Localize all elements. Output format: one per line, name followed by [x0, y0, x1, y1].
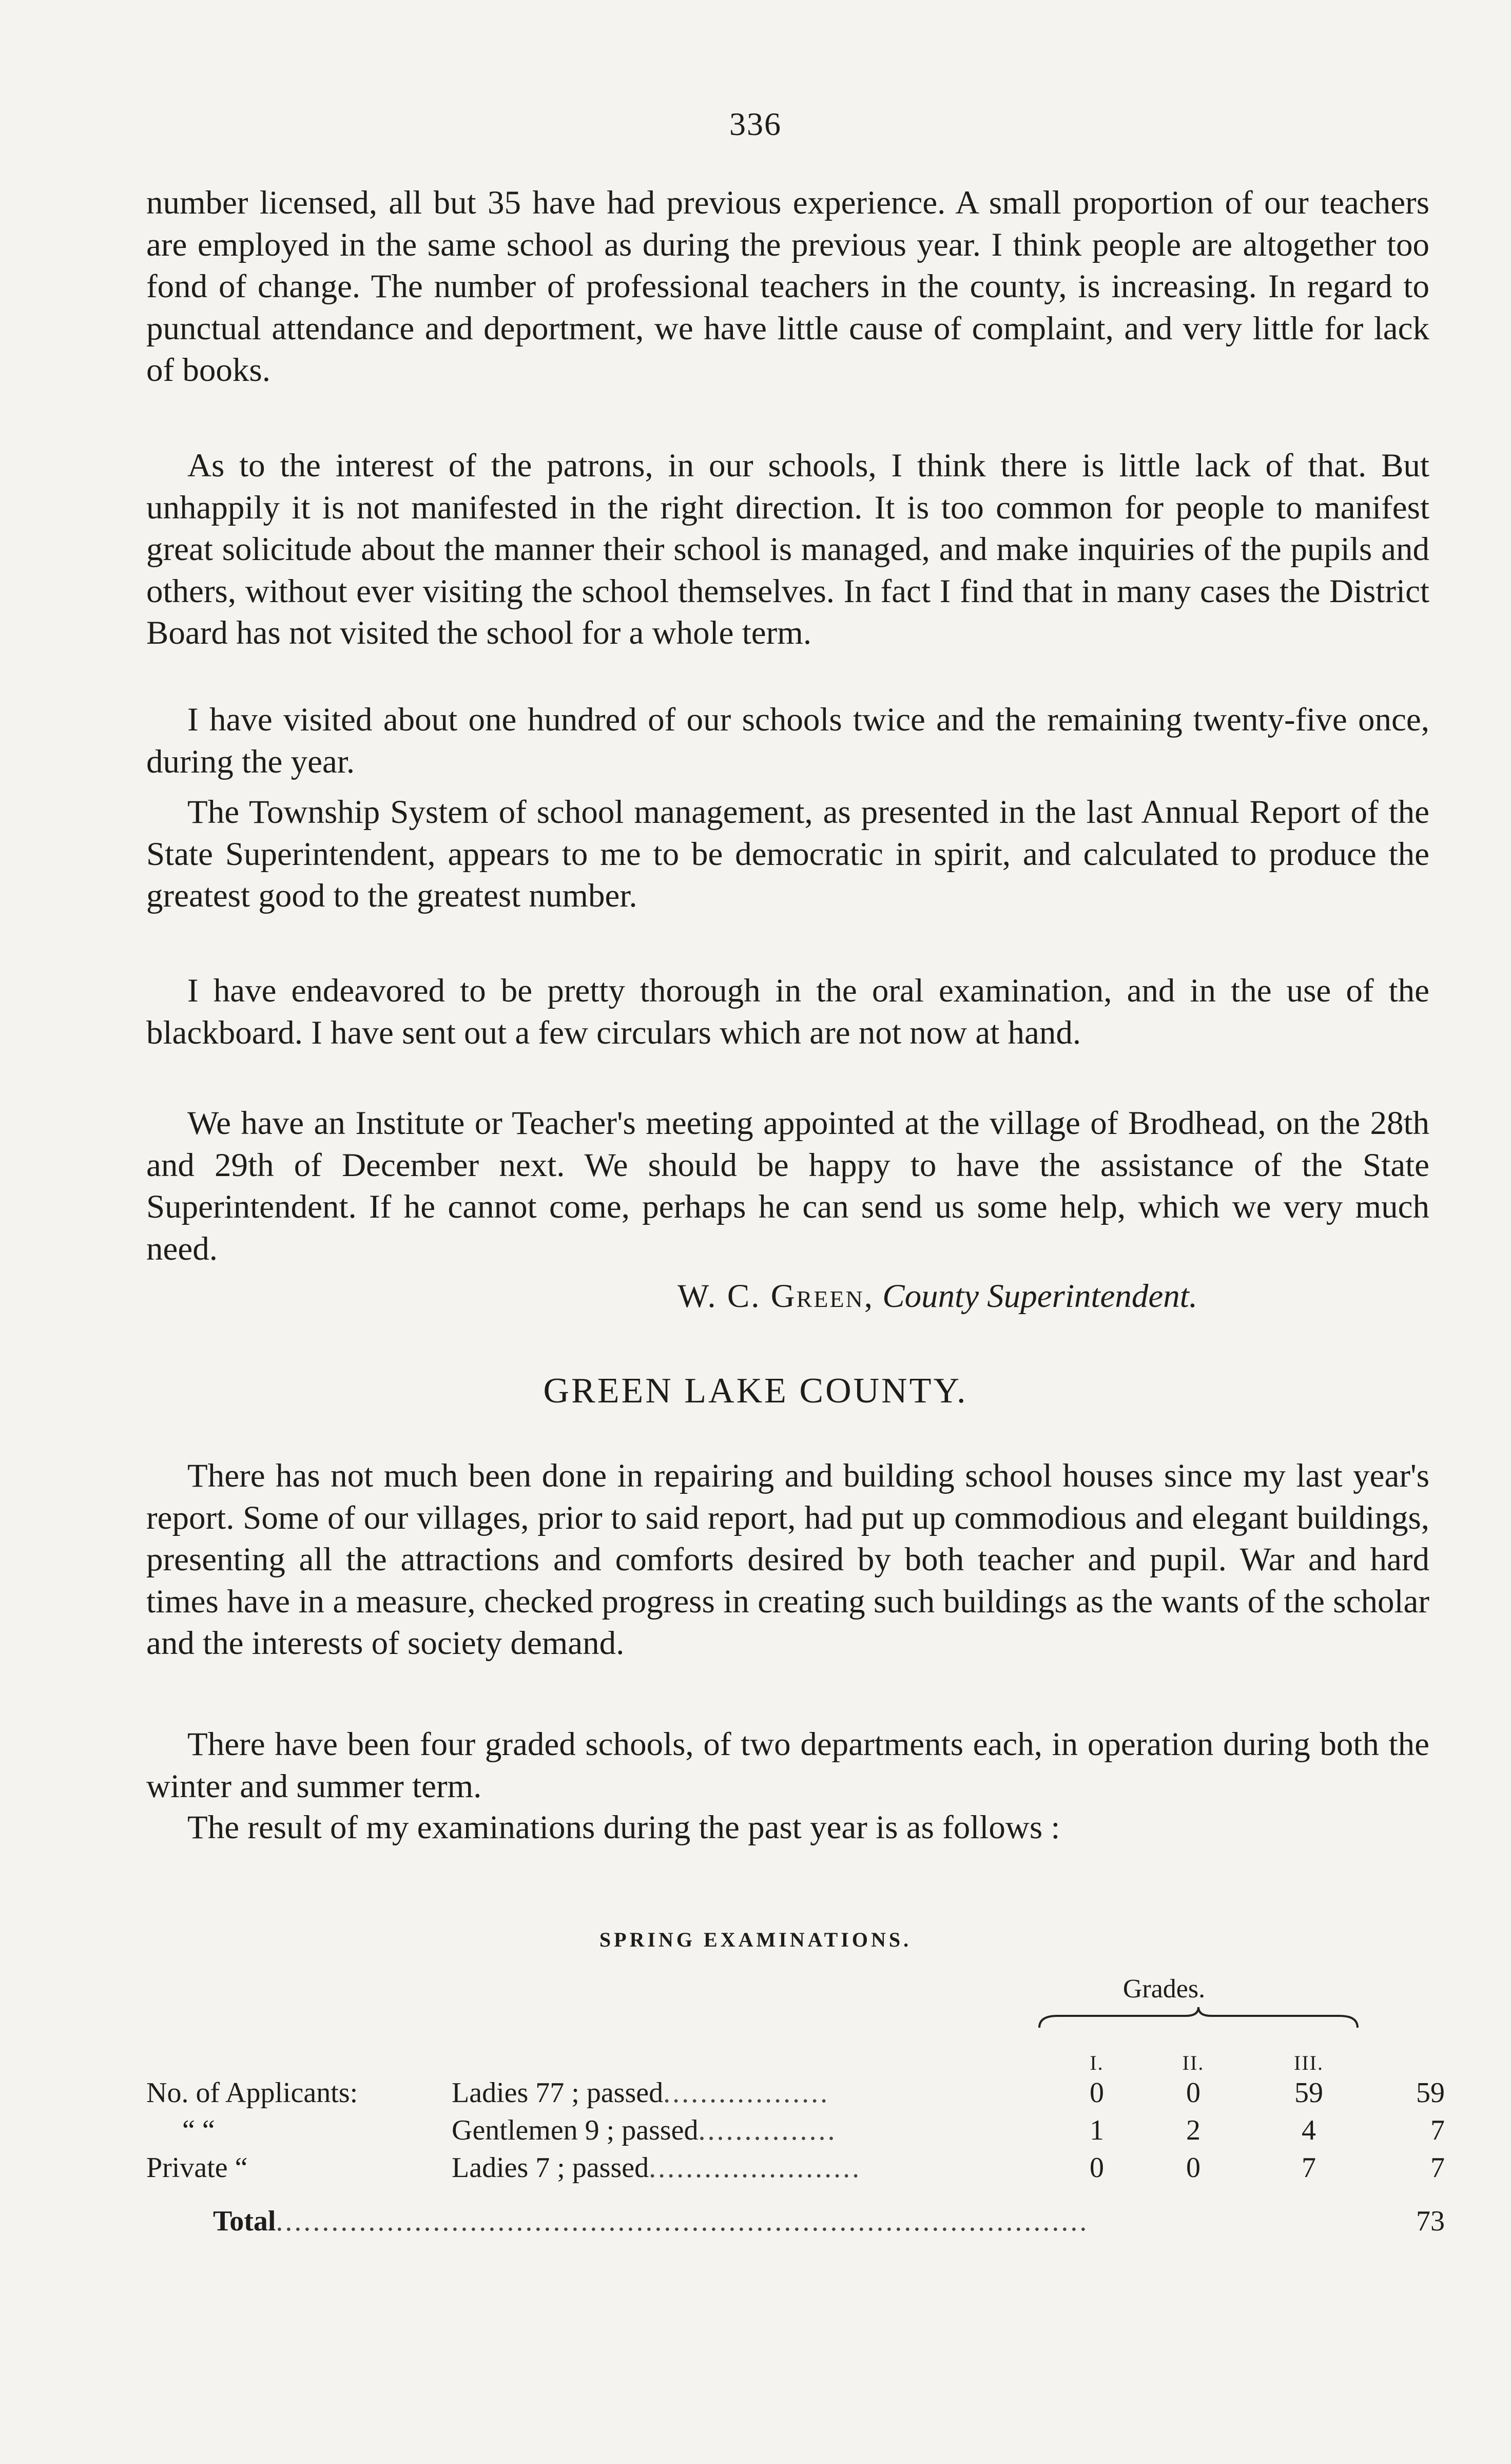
cell-grade-1: 1 — [1090, 2114, 1104, 2146]
cell-grade-2: 0 — [1186, 2077, 1200, 2109]
grades-brace — [1037, 2005, 1360, 2030]
top-paragraph-4 — [146, 792, 1429, 917]
row-label: No. of Applicants: — [146, 2077, 358, 2109]
dot-leader: .................. — [663, 2077, 830, 2109]
top-paragraph-2 — [146, 445, 1429, 654]
dot-leader: ............... — [698, 2114, 837, 2146]
paragraph: There has not much been done in repairing and building school houses since my last year's report. Some of our villages, prior to said report, had put up commodious and elegant buildings, presenting all the attractions and comforts desired by both teacher and pupil. War and hard times have in a measure, checked progress in creating such buildings as the wants of the scholar and the interests of society demand. — [146, 1457, 1429, 1662]
top-paragraph-3 — [146, 699, 1429, 783]
row-description — [452, 2114, 837, 2147]
signature-name: W. C. Green, — [677, 1278, 875, 1315]
table-row — [146, 2114, 1445, 2150]
cell-total: 59 — [1416, 2077, 1445, 2109]
cell-total: 7 — [1430, 2152, 1445, 2184]
paragraph: There have been four graded schools, of two departments each, in operation during both the winter and summer term. — [146, 1726, 1429, 1805]
table-row — [146, 2151, 1445, 2187]
cell-grade-2: 0 — [1186, 2152, 1200, 2184]
paragraph: The Township System of school management, as presented in the last Annual Report of the State Superintendent, appears to me to be democratic in spirit, and calculated to produce the greatest good to the greatest number. — [146, 794, 1429, 914]
grade-header: I. — [1090, 2051, 1104, 2074]
cell-grade-2: 2 — [1186, 2114, 1200, 2146]
paragraph: The result of my examinations during the past year is as follows : — [187, 1809, 1060, 1846]
row-label: “ “ — [182, 2114, 215, 2146]
paragraph: We have an Institute or Teacher's meeting appointed at the village of Brodhead, on the 28th and 29th of December next. We should be happy to have the assistance of the State Superintendent. If he cannot come, perhaps he can send us some help, which we very much need. — [146, 1105, 1429, 1267]
total-row — [146, 2205, 1445, 2241]
cell-grade-1: 0 — [1090, 2077, 1104, 2109]
section-paragraph-2 — [146, 1724, 1429, 1807]
cell-grade-3: 4 — [1302, 2114, 1316, 2146]
dot-leader: ........................................................................................ — [276, 2205, 1089, 2237]
section-paragraph-1 — [146, 1455, 1429, 1665]
dot-leader: ....................... — [649, 2152, 862, 2184]
paragraph: I have endeavored to be pretty thorough in the oral examination, and in the use of the blackboard. I have sent out a few circulars which are not now at hand. — [146, 972, 1429, 1051]
signature-title: County Superintendent. — [882, 1278, 1198, 1315]
row-label: Private “ — [146, 2152, 248, 2184]
grades-label: Grades. — [1122, 1974, 1206, 2004]
cell-total: 7 — [1430, 2114, 1445, 2146]
grade-header: III. — [1294, 2051, 1324, 2074]
row-desc-text: Gentlemen 9 ; passed — [452, 2114, 699, 2146]
top-paragraph-5 — [146, 970, 1429, 1054]
row-desc-text: Ladies 7 ; passed — [452, 2152, 649, 2184]
table-row — [146, 2076, 1445, 2112]
row-description — [452, 2076, 829, 2109]
signature-line — [677, 1276, 1437, 1317]
section-paragraph-3 — [146, 1807, 1429, 1849]
row-description — [452, 2151, 861, 2184]
grade-header: II. — [1182, 2051, 1205, 2074]
page-number: 336 — [729, 106, 782, 142]
section-heading: GREEN LAKE COUNTY. — [543, 1371, 968, 1411]
cell-grade-3: 7 — [1302, 2152, 1316, 2184]
total-label-text: Total — [213, 2205, 276, 2237]
total-label — [213, 2205, 1089, 2238]
total-value: 73 — [1416, 2205, 1445, 2237]
cell-grade-3: 59 — [1294, 2077, 1323, 2109]
row-desc-text: Ladies 77 ; passed — [452, 2077, 664, 2109]
table-title: SPRING EXAMINATIONS. — [599, 1928, 912, 1951]
cell-grade-1: 0 — [1090, 2152, 1104, 2184]
top-paragraph-6 — [146, 1103, 1429, 1270]
top-paragraph-1 — [146, 182, 1429, 392]
paragraph: I have visited about one hundred of our schools twice and the remaining twenty-five once, during the year. — [146, 701, 1429, 780]
paragraph: number licensed, all but 35 have had previous experience. A small proportion of our teachers are employed in the same school as during the previous year. I think people are altogether too fond of change. The number of professional teachers in the county, is increasing. In regard to punctual attendance and deportment, we have little cause of complaint, and very little for lack of books. — [146, 184, 1429, 389]
paragraph: As to the interest of the patrons, in our schools, I think there is little lack of that. But unhappily it is not manifested in the right direction. It is too common for people to manifest great solicitude about the manner their school is managed, and make inquiries of the pupils and others, without ever visiting the school themselves. In fact I find that in many cases the District Board has not visited the school for a whole term. — [146, 447, 1429, 651]
